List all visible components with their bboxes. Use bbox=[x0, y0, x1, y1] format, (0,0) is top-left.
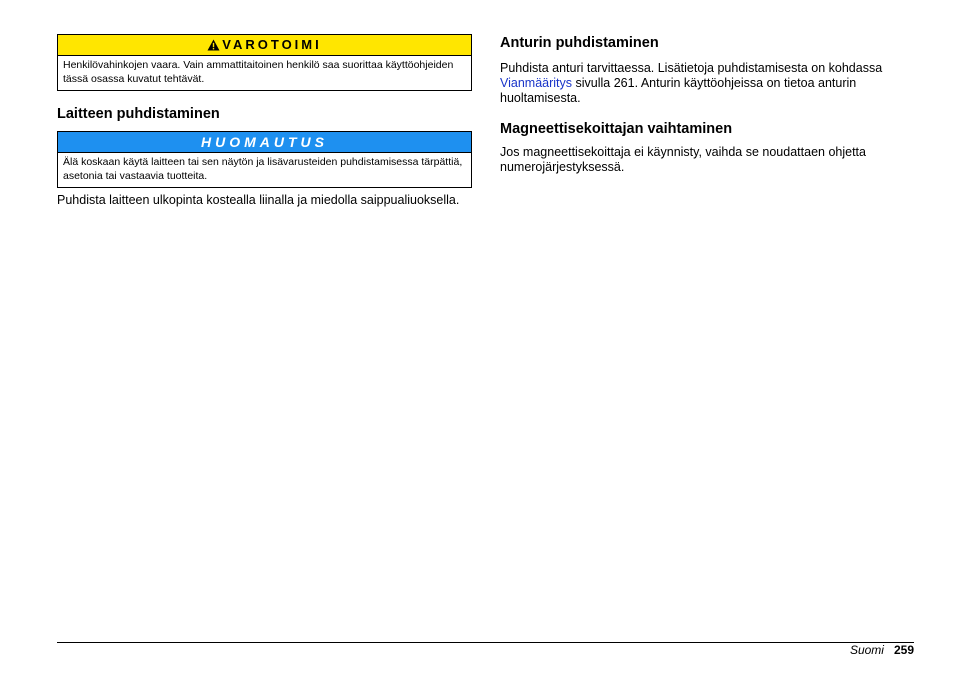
warning-header bbox=[58, 35, 471, 56]
stirrer-replacement-text: Jos magneettisekoittaja ei käynnisty, vaihda se noudattaen ohjetta numerojärjestyksessä. bbox=[500, 145, 866, 174]
page-footer bbox=[850, 643, 914, 657]
sensor-text-start: Puhdista anturi tarvittaessa. Lisätietoja puhdistamisesta on kohdassa bbox=[500, 61, 883, 75]
troubleshooting-link[interactable]: Vianmääritys bbox=[500, 76, 573, 90]
notice-box bbox=[57, 131, 472, 188]
section-heading-device-cleaning: Laitteen puhdistaminen bbox=[57, 106, 220, 122]
warning-box bbox=[57, 34, 472, 91]
left-column bbox=[57, 34, 472, 208]
notice-header: HUOMAUTUS bbox=[58, 132, 471, 153]
section-heading-sensor-cleaning: Anturin puhdistaminen bbox=[500, 35, 659, 51]
section-heading-stirrer-replacement: Magneettisekoittajan vaihtaminen bbox=[500, 121, 733, 137]
sensor-text-end: sivulla 261. Anturin käyttöohjeissa on tietoa anturin huoltamisesta. bbox=[500, 76, 857, 105]
footer-divider bbox=[57, 642, 914, 643]
warning-triangle-icon bbox=[207, 37, 220, 57]
warning-label: VAROTOIMI bbox=[222, 37, 322, 52]
sensor-cleaning-text bbox=[500, 61, 900, 106]
right-column bbox=[500, 34, 900, 175]
footer-language: Suomi bbox=[849, 643, 884, 657]
device-cleaning-text: Puhdista laitteen ulkopinta kostealla liinalla ja miedolla saippualiuoksella. bbox=[57, 193, 460, 207]
warning-text: Henkilövahinkojen vaara. Vain ammattitaitoinen henkilö saa suorittaa käyttöohjeiden tässä osassa kuvatut tehtävät. bbox=[63, 59, 454, 85]
notice-text: Älä koskaan käytä laitteen tai sen näytön ja lisävarusteiden puhdistamisessa tärpättiä, asetonia tai vastaavia tuotteita. bbox=[63, 156, 463, 182]
page-number: 259 bbox=[893, 643, 914, 657]
